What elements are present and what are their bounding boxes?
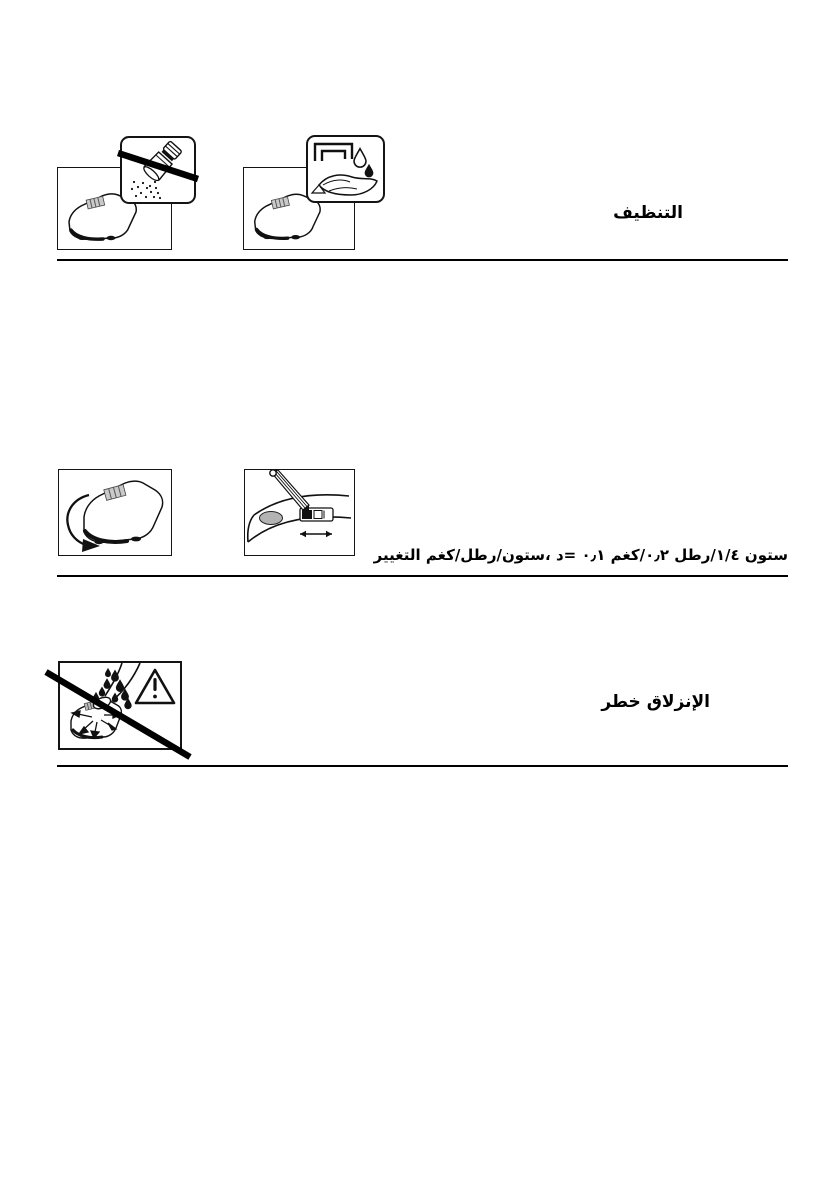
figure-flip-scale — [58, 469, 172, 556]
wet-scale-slip-warning-icon — [60, 663, 180, 748]
powder-dots — [131, 181, 161, 199]
damp-cloth-icon — [308, 137, 383, 201]
figure-unit-switch — [244, 469, 355, 556]
no-abrasive-powder-icon — [120, 136, 196, 204]
water-drop-icon — [365, 164, 374, 177]
damp-cloth-water-drops-icon — [306, 135, 385, 203]
section-heading-cleaning: التنظيف — [613, 203, 683, 223]
section-divider — [57, 575, 788, 577]
caption-unit-change: التغيير كغم/رطل/ستون، د= ٠٫١ كغم/٠٫٢ رطل/١/٤ ستون — [373, 546, 788, 564]
scale-foot-pad — [260, 512, 283, 525]
figure-slip-hazard — [58, 661, 182, 750]
section-divider — [57, 765, 788, 767]
powder-bottle-crossed-icon — [122, 138, 194, 202]
unit-switch-stylus-icon — [245, 470, 353, 554]
section-divider — [57, 259, 788, 261]
flip-scale-over-icon — [59, 470, 170, 554]
water-drop-icon — [354, 149, 366, 167]
section-heading-slip-hazard: خطر الإنزلاق — [601, 692, 710, 712]
tap-corner-icon — [315, 144, 352, 161]
